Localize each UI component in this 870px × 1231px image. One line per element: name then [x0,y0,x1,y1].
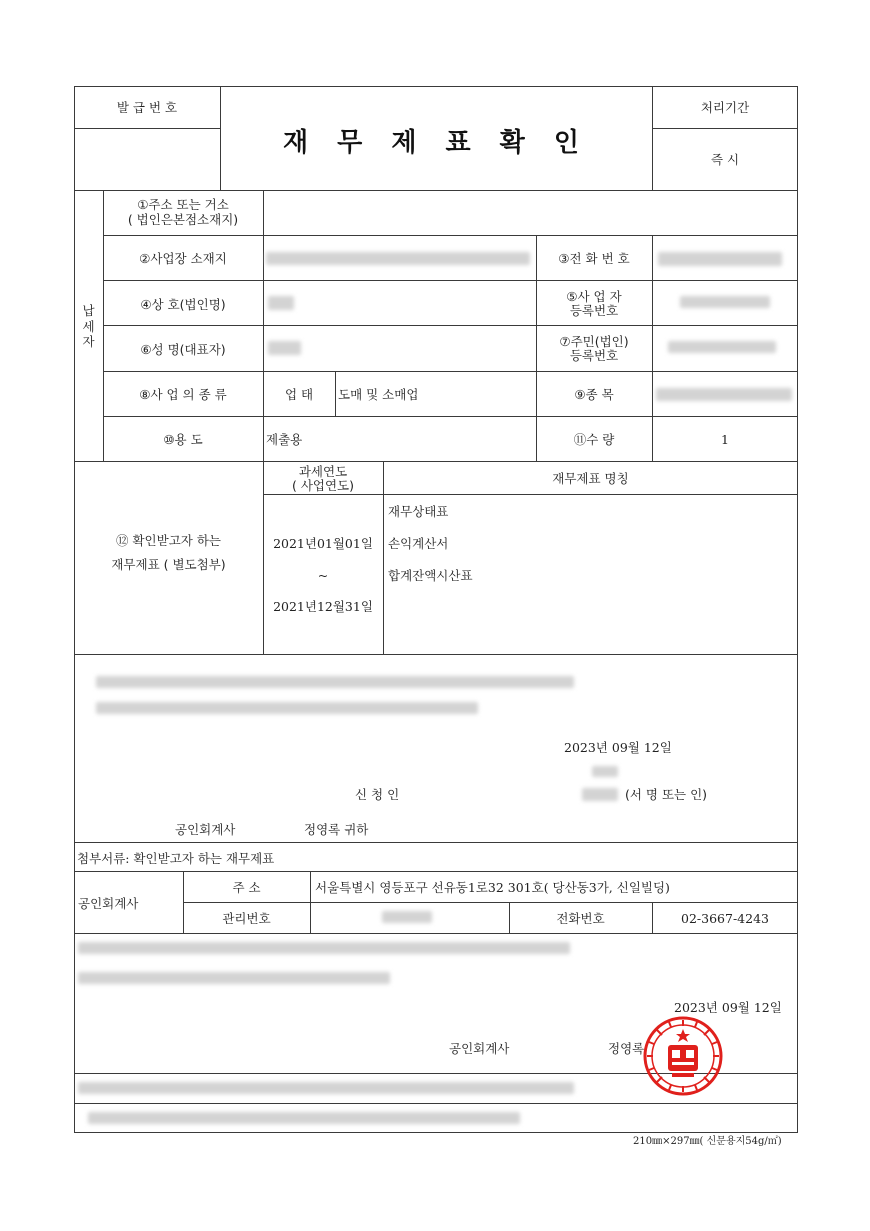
period-separator: ~ [317,568,329,583]
usage-value: 제출용 [266,432,303,447]
redacted-notice-text [78,1082,574,1094]
redacted-business-address [266,252,530,265]
signature-label: (서 명 또는 인) [625,787,708,802]
company-name-label: ④상 호(법인명) [140,297,226,312]
applicant-label: 신 청 인 [355,787,400,802]
quantity-value: 1 [721,432,729,447]
representative-label: ⑥성 명(대표자) [140,342,226,357]
phone-label: ③전 화 번 호 [558,251,630,266]
paper-spec-footer: 210㎜×297㎜( 신문용지54g/㎡) [633,1136,782,1147]
usage-label: ⑩용 도 [163,432,203,447]
processing-period-value: 즉 시 [710,152,740,167]
redacted-application-text [96,702,478,714]
redacted-representative [268,341,301,355]
address-label-note: ( 법인은본점소재지) [127,212,239,227]
redacted-company-name [268,296,294,310]
statements-label: ⑫ 확인받고자 하는 [116,533,221,548]
biz-reg-label-2: 등록번호 [569,303,619,318]
redacted-item [656,388,792,401]
document-title: 재 무 제 표 확 인 [283,128,589,158]
statement-name-header: 재무제표 명칭 [552,471,629,486]
redacted-phone [658,252,782,266]
attachment-note: 첨부서류: 확인받고자 하는 재무제표 [77,851,275,866]
redacted-resident-reg-number [668,341,776,353]
accountant-phone: 02-3667-4243 [681,911,769,926]
management-number-label: 관리번호 [222,911,271,926]
tax-year-header-2: ( 사업연도) [291,478,355,493]
redacted-notice-text [88,1112,520,1124]
processing-period-label: 처리기간 [700,100,750,115]
statements-label-2: 재무제표 ( 별도첨부) [111,557,226,572]
resident-reg-label: ⑦주민(법인) [559,334,629,349]
statement-name-item: 합계잔액시산표 [388,568,473,583]
period-start: 2021년01월01일 [273,536,373,551]
redacted-biz-reg-number [680,296,770,308]
resident-reg-label-2: 등록번호 [569,348,619,363]
business-type-sub-label: 업 태 [284,387,314,402]
border-bottom [74,1132,798,1133]
accountant-address-label: 주 소 [232,880,261,895]
border-top [74,86,798,87]
redacted-confirmation-text [78,942,570,954]
statement-name-item: 재무상태표 [388,504,449,519]
item-label: ⑨종 목 [574,387,614,402]
accountant-address: 서울특별시 영등포구 선유동1로32 301호( 당산동3가, 신일빌딩) [315,880,670,895]
period-end: 2021년12월31일 [273,599,373,614]
redacted-applicant-name [582,788,618,801]
application-date: 2023년 09월 12일 [564,740,672,755]
business-type-label: ⑧사 업 의 종 류 [139,387,227,402]
confirmation-date: 2023년 09월 12일 [674,1000,782,1015]
confirming-cpa-label: 공인회계사 [449,1041,510,1056]
business-address-label: ②사업장 소재지 [139,251,227,266]
issue-number-label: 발 급 번 호 [116,100,178,115]
redacted-confirmation-text [78,972,390,984]
border-left [74,86,75,1133]
confirming-cpa-name: 정영록 [608,1041,645,1056]
redacted-management-number [382,911,432,923]
border-right [797,86,798,1133]
biz-reg-label: ⑤사 업 자 [566,289,622,304]
quantity-label: ⑪수 량 [573,432,615,447]
redacted-application-text [96,676,574,688]
redacted-applicant-detail [592,766,618,777]
official-seal-icon [642,1015,724,1097]
address-label: ①주소 또는 거소 [137,197,229,212]
accountant-phone-label: 전화번호 [556,911,605,926]
tax-year-header: 과세연도 [298,464,348,479]
accountant-label: 공인회계사 [78,896,139,911]
recipient-name: 정영록 귀하 [304,822,369,837]
statement-name-item: 손익계산서 [388,536,449,551]
business-type-value: 도매 및 소매업 [338,387,419,402]
taxpayer-section-label: 납 세 자 [82,303,95,350]
recipient-label: 공인회계사 [175,822,236,837]
